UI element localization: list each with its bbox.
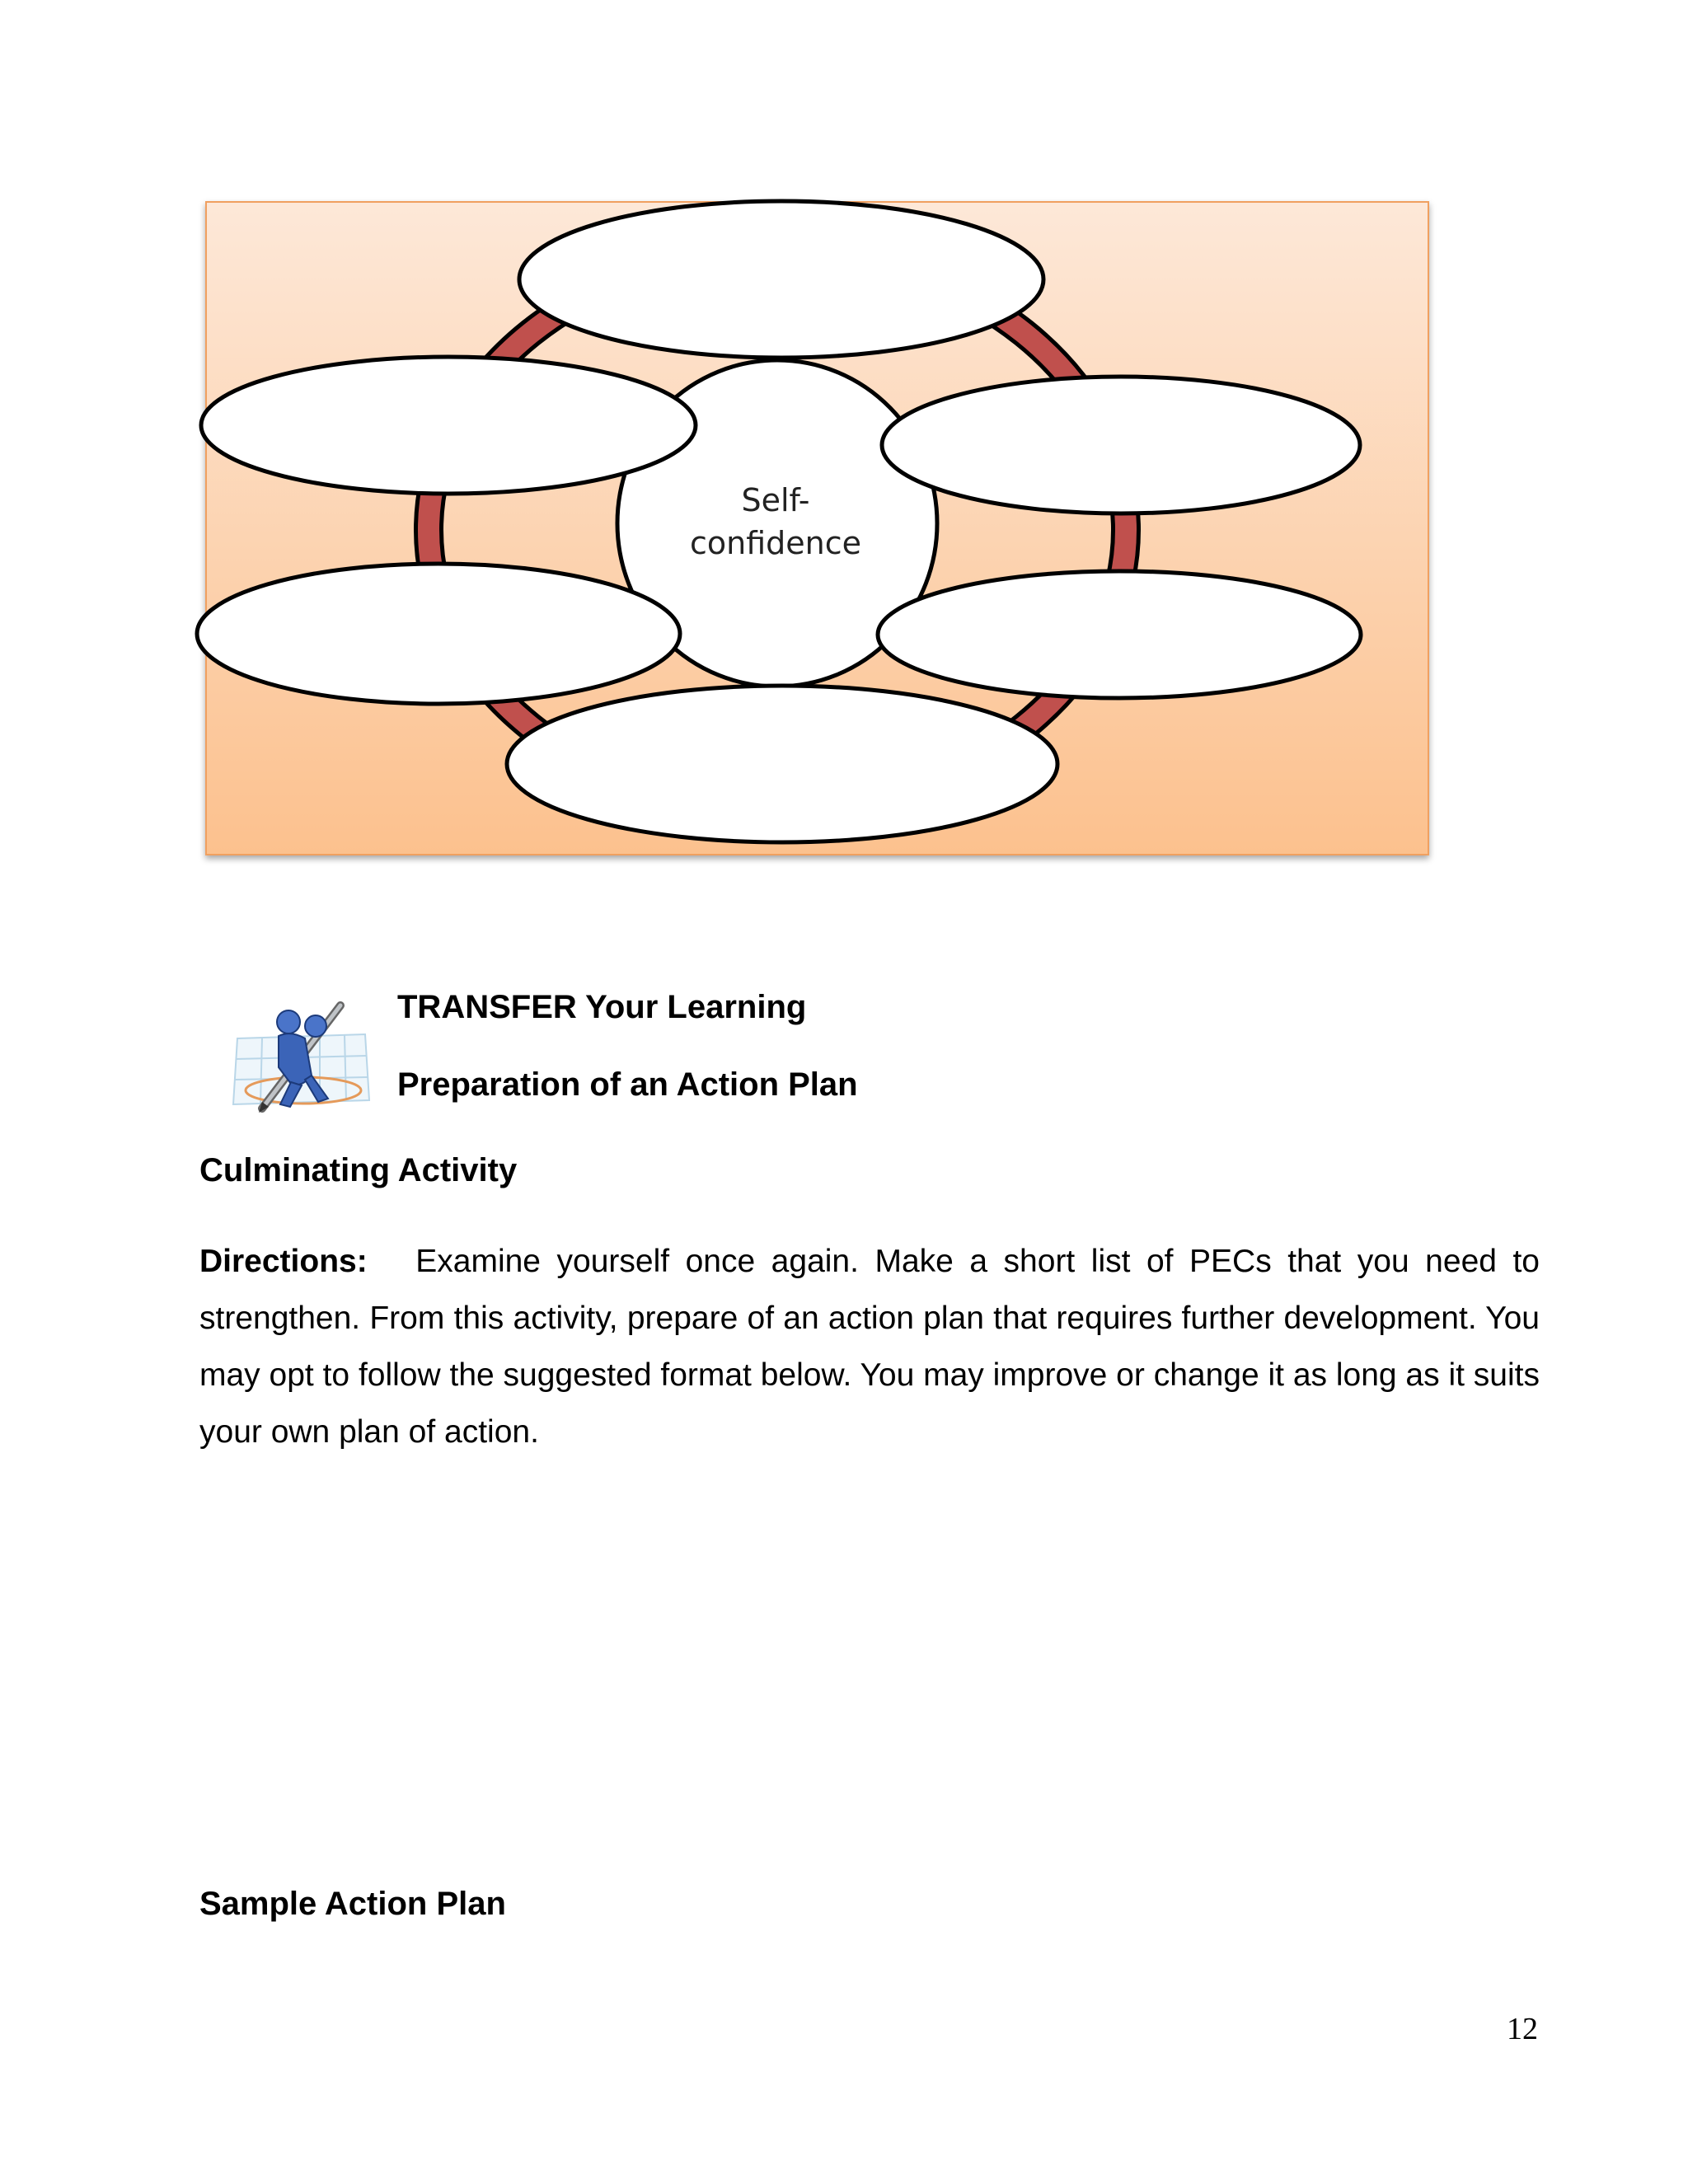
directions-label: Directions: bbox=[199, 1244, 368, 1279]
center-label-line2: confidence bbox=[689, 525, 862, 561]
bubble-upper-right bbox=[882, 377, 1360, 513]
transfer-title: TRANSFER Your Learning bbox=[397, 989, 807, 1025]
bubble-lower-right bbox=[878, 571, 1361, 698]
figure-with-pencil-icon bbox=[229, 993, 376, 1117]
page-number: 12 bbox=[1507, 2012, 1538, 2046]
bubble-lower-left bbox=[197, 564, 680, 704]
transfer-subtitle: Preparation of an Action Plan bbox=[397, 1066, 858, 1103]
bubble-bottom bbox=[507, 686, 1057, 842]
pecs-diagram bbox=[0, 0, 1688, 907]
bubble-top bbox=[519, 201, 1043, 358]
culminating-heading: Culminating Activity bbox=[199, 1152, 518, 1188]
directions-text: Examine yourself once again. Make a short list of PECs that you need to strengthen. From this activity, prepare of an action plan that requires further development. You may opt to follow the suggested format below. You may improve or change it as long as it suits your own plan of action. bbox=[199, 1244, 1540, 1450]
center-label-line1: Self- bbox=[741, 482, 810, 518]
directions-paragraph bbox=[199, 1233, 1540, 1460]
bubble-upper-left bbox=[201, 357, 696, 494]
sample-action-plan-heading: Sample Action Plan bbox=[199, 1886, 506, 1922]
